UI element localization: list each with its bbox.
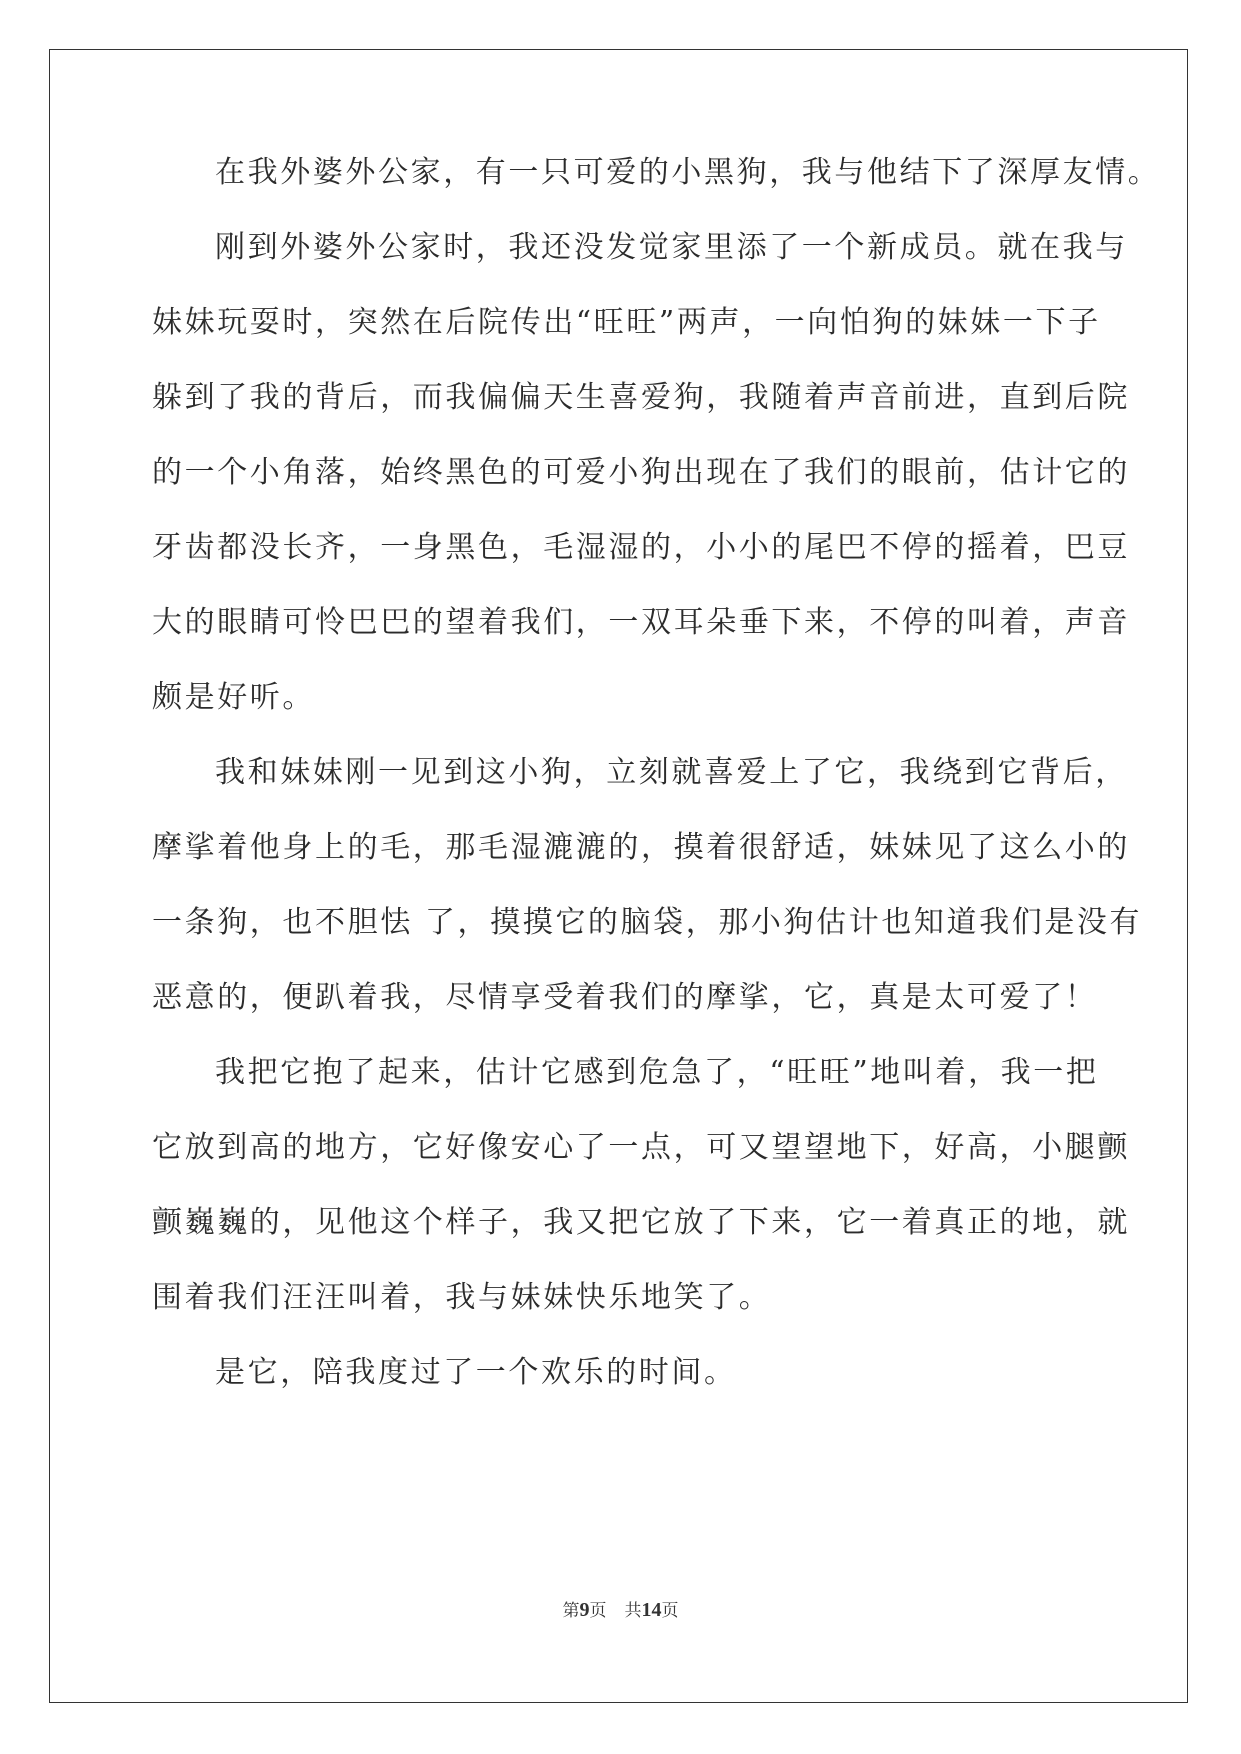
paragraph-3-line-3: 一条狗，也不胆怯 了，摸摸它的脑袋，那小狗估计也知道我们是没有 (152, 905, 1143, 940)
paragraph-3-line-2: 摩挲着他身上的毛，那毛湿漉漉的，摸着很舒适，妹妹见了这么小的 (152, 830, 1130, 865)
paragraph-3-line-1: 我和妹妹刚一见到这小狗，立刻就喜爱上了它，我绕到它背后， (215, 755, 1128, 790)
page-footer (0, 1599, 1241, 1622)
paragraph-4-line-2: 它放到高的地方，它好像安心了一点，可又望望地下，好高，小腿颤 (152, 1130, 1130, 1165)
paragraph-2-line-3: 躲到了我的背后，而我偏偏天生喜爱狗，我随着声音前进，直到后院 (152, 380, 1130, 415)
paragraph-2-line-5: 牙齿都没长齐，一身黑色，毛湿湿的，小小的尾巴不停的摇着，巴豆 (152, 530, 1130, 565)
paragraph-5-line-1: 是它，陪我度过了一个欢乐的时间。 (215, 1355, 737, 1390)
page-prefix: 第 (562, 1601, 580, 1621)
total-prefix: 共 (624, 1601, 642, 1621)
paragraph-2-line-6: 大的眼睛可怜巴巴的望着我们，一双耳朵垂下来，不停的叫着，声音 (152, 605, 1130, 640)
paragraph-1-line-1: 在我外婆外公家，有一只可爱的小黑狗，我与他结下了深厚友情。 (215, 155, 1161, 190)
paragraph-2-line-4: 的一个小角落，始终黑色的可爱小狗出现在了我们的眼前，估计它的 (152, 455, 1130, 490)
page-number: 9 (579, 1599, 590, 1621)
paragraph-2-line-7: 颇是好听。 (152, 680, 315, 715)
paragraph-4-line-4: 围着我们汪汪叫着，我与妹妹快乐地笑了。 (152, 1280, 772, 1315)
paragraph-2-line-2: 妹妹玩耍时，突然在后院传出“旺旺”两声，一向怕狗的妹妹一下子 (152, 305, 1101, 340)
page-suffix: 页 (589, 1601, 607, 1621)
paragraph-3-line-4: 恶意的，便趴着我，尽情享受着我们的摩挲，它，真是太可爱了！ (152, 980, 1098, 1015)
paragraph-4-line-1: 我把它抱了起来，估计它感到危急了，“旺旺”地叫着，我一把 (215, 1055, 1099, 1090)
paragraph-2-line-1: 刚到外婆外公家时，我还没发觉家里添了一个新成员。就在我与 (215, 230, 1128, 265)
total-pages: 14 (641, 1599, 662, 1621)
paragraph-4-line-3: 颤巍巍的，见他这个样子，我又把它放了下来，它一着真正的地，就 (152, 1205, 1130, 1240)
page-border (49, 49, 1188, 1703)
total-suffix: 页 (661, 1601, 679, 1621)
